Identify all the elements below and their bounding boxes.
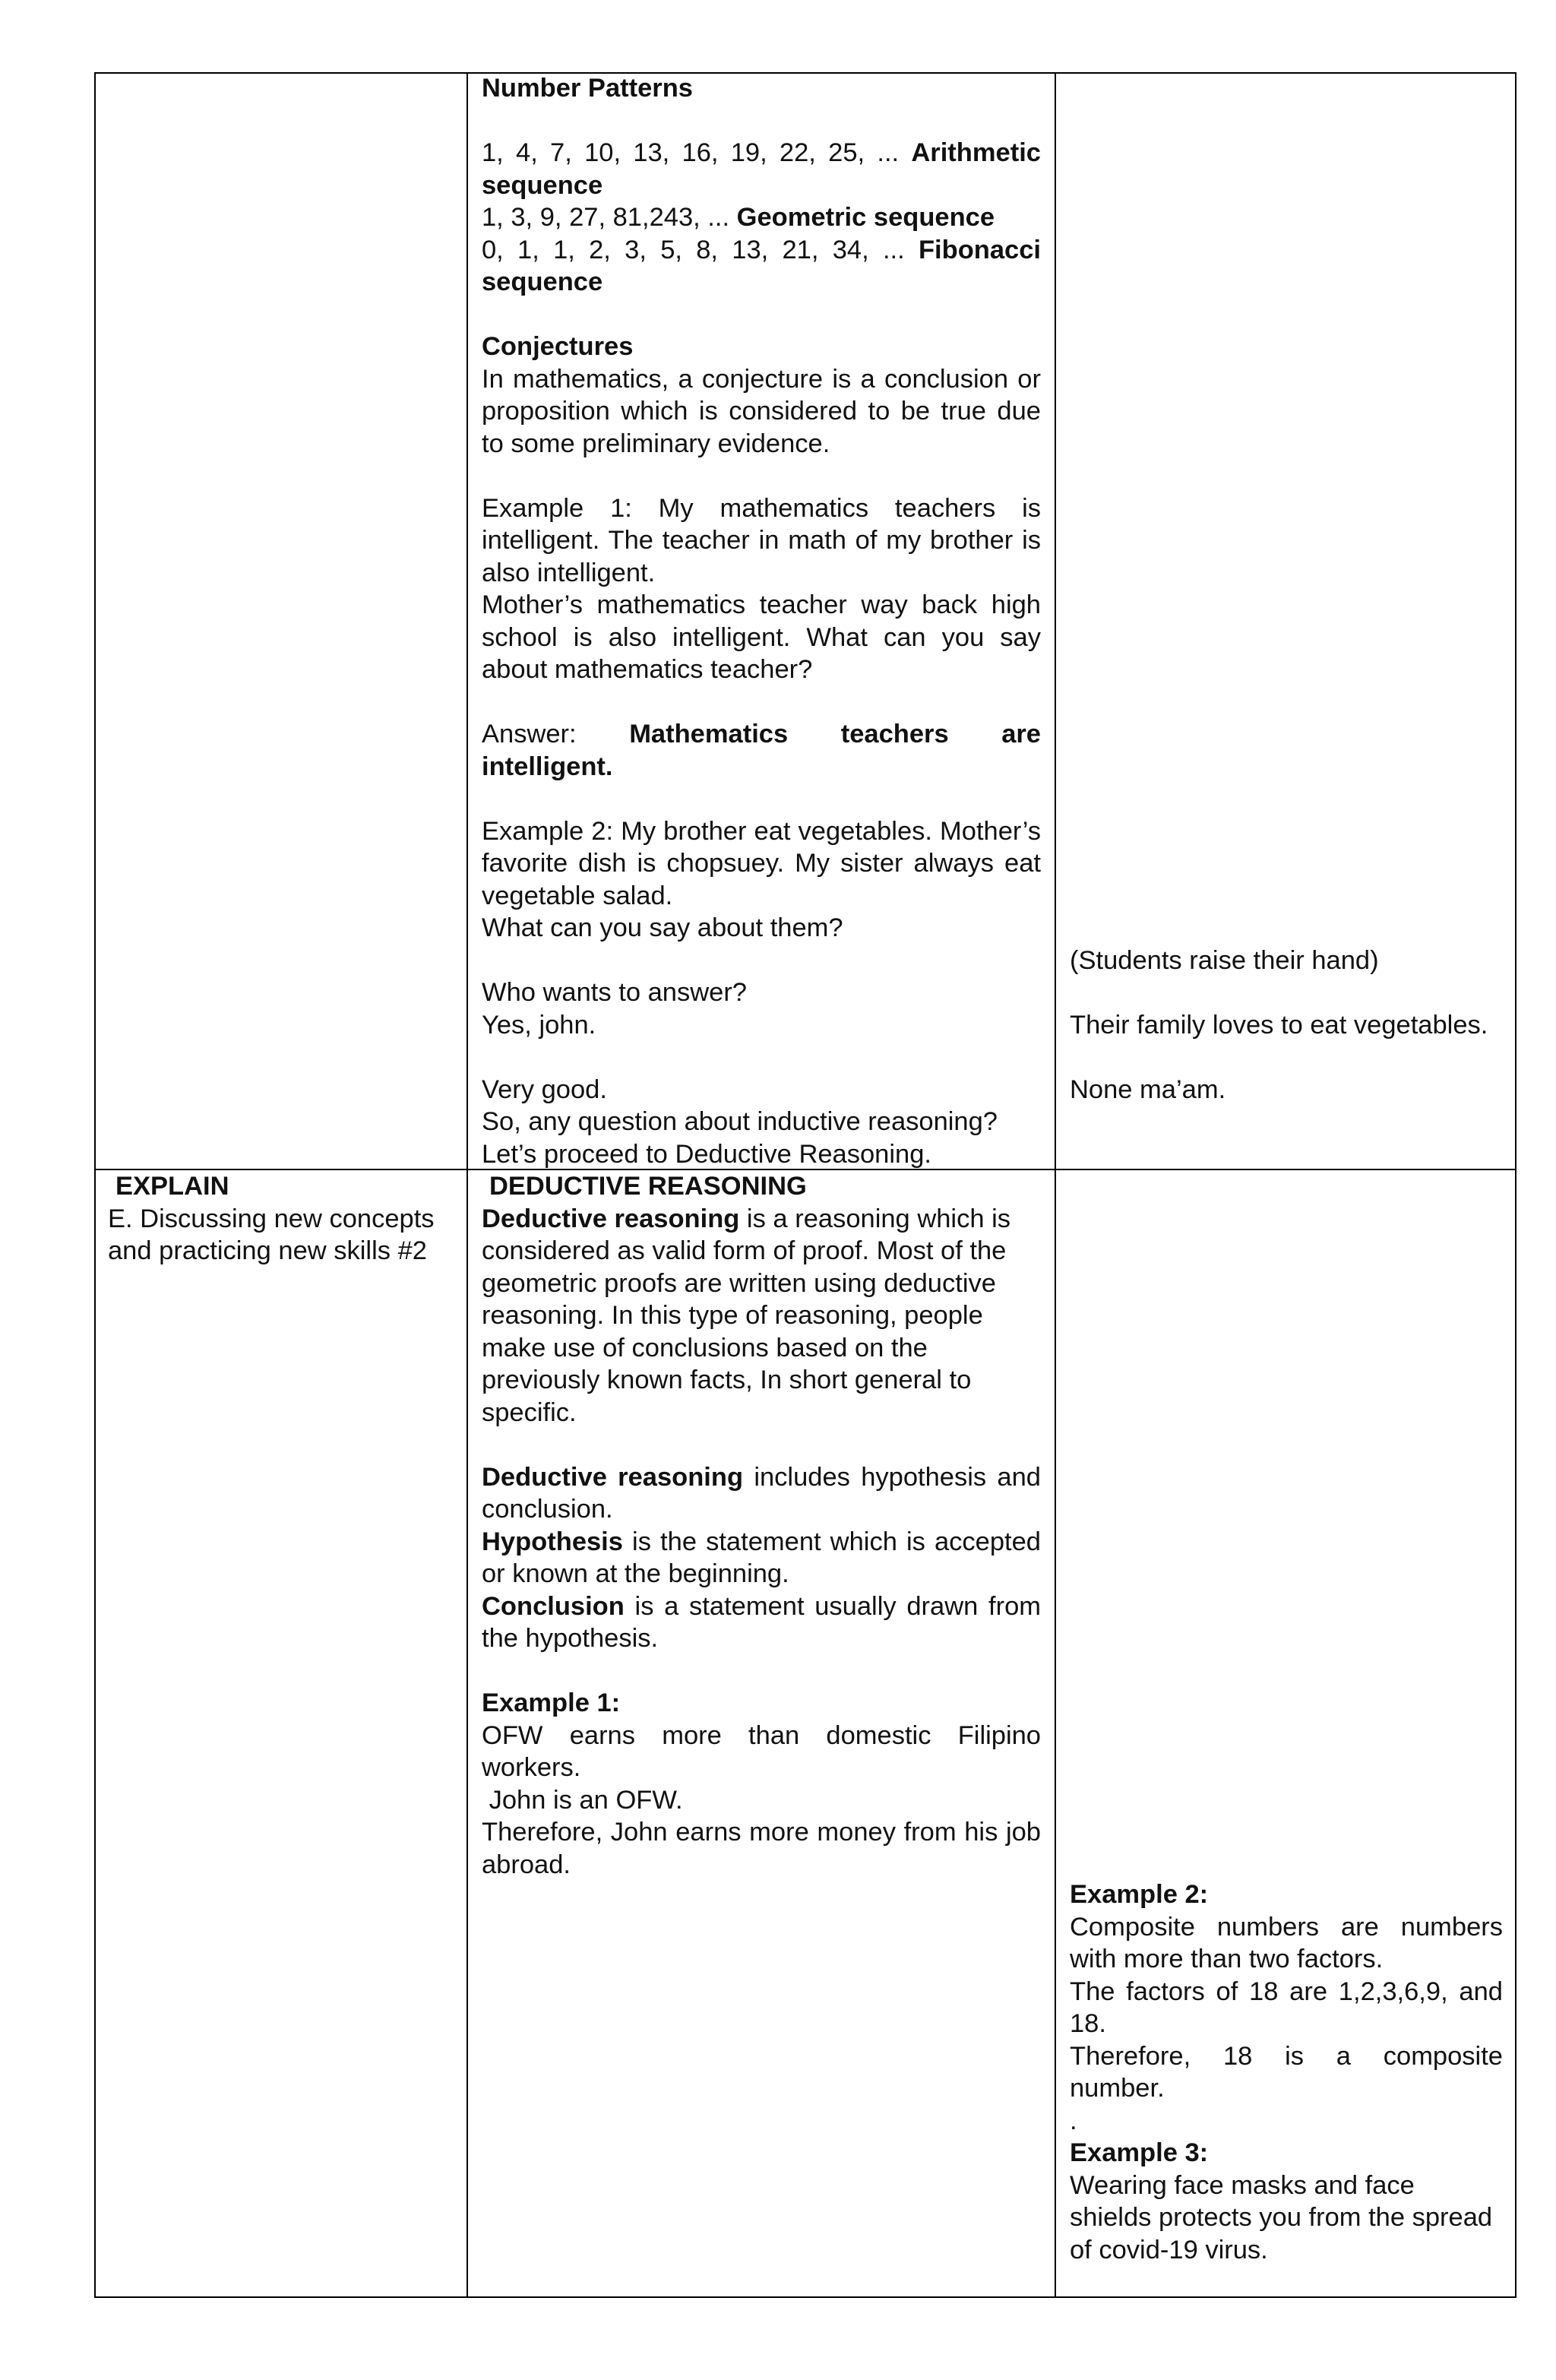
deductive-heading: DEDUCTIVE REASONING	[489, 1172, 807, 1201]
fibonacci-sequence: 0, 1, 1, 2, 3, 5, 8, 13, 21, 34, ... Fibonacci sequence	[482, 235, 1041, 296]
yes-john: Yes, john.	[482, 1010, 596, 1040]
answer-line: Answer: Mathematics teachers are intelligent.	[482, 720, 1041, 781]
example-1-heading: Example 1:	[482, 1688, 621, 1717]
geometric-sequence: 1, 3, 9, 27, 81,243, ... Geometric sequence	[482, 203, 995, 232]
example-3-heading: Example 3:	[1070, 2138, 1209, 2167]
example-2-conclusion: Therefore, 18 is a composite number.	[1070, 2041, 1503, 2103]
table-left-border	[94, 72, 96, 2298]
none-maam: None ma’am.	[1070, 1075, 1226, 1104]
deductive-definition: Deductive reasoning is a reasoning which is considered as valid form of proof. Most of the geometric proofs are written using deductive reasoning. In this type of reasoning, people make use of conclusions based on the previously known facts, In short general to specific.	[482, 1204, 1011, 1427]
column-divider-1	[466, 72, 468, 2298]
students-raise-hand: (Students raise their hand)	[1070, 946, 1379, 975]
proceed-deductive: Let’s proceed to Deductive Reasoning.	[482, 1139, 931, 1169]
arithmetic-sequence: 1, 4, 7, 10, 13, 16, 19, 22, 25, ... Arithmetic sequence	[482, 138, 1041, 200]
conjectures-heading: Conjectures	[482, 332, 634, 361]
who-wants-to-answer: Who wants to answer?	[482, 978, 747, 1007]
very-good: Very good.	[482, 1074, 607, 1104]
period-mark: .	[1070, 2106, 1077, 2135]
example-1-fact: John is an OFW.	[482, 1785, 683, 1815]
example-1-continued: Mother’s mathematics teacher way back high school is also intelligent. What can you say about mathematics teacher?	[482, 590, 1041, 684]
row1-teacher-activity	[482, 72, 1041, 1170]
table-right-border	[1515, 72, 1516, 2298]
example-2-heading: Example 2:	[1070, 1880, 1209, 1909]
column-divider-2	[1055, 72, 1056, 2298]
example-3-text: Wearing face masks and face shields protects you from the spread of covid-19 virus.	[1070, 2170, 1493, 2264]
deductive-includes: Deductive reasoning includes hypothesis and conclusion.	[482, 1462, 1041, 1524]
example-1-premise: OFW earns more than domestic Filipino workers.	[482, 1720, 1041, 1782]
example-2-question: What can you say about them?	[482, 913, 843, 942]
family-answer: Their family loves to eat vegetables.	[1070, 1011, 1488, 1040]
stage-description: E. Discussing new concepts and practicing new skills #2	[108, 1204, 435, 1265]
any-question: So, any question about inductive reasoning?	[482, 1107, 998, 1136]
table-bottom-border	[94, 2296, 1516, 2298]
example-2-fact: The factors of 18 are 1,2,3,6,9, and 18.	[1070, 1976, 1503, 2038]
row2-stage	[108, 1170, 457, 1268]
row2-student-activity	[1070, 1878, 1503, 2266]
row2-teacher-activity	[482, 1170, 1041, 1881]
example-2-premise: Composite numbers are numbers with more than two factors.	[1070, 1912, 1503, 1973]
example-1: Example 1: My mathematics teachers is intelligent. The teacher in math of my brother is also intelligent.	[482, 493, 1041, 587]
row1-student-activity	[1070, 945, 1503, 1106]
number-patterns-heading: Number Patterns	[482, 74, 693, 103]
stage-label: EXPLAIN	[115, 1172, 229, 1201]
example-1-conclusion: Therefore, John earns more money from his job abroad.	[482, 1818, 1041, 1879]
conjecture-definition: In mathematics, a conjecture is a conclusion or proposition which is considered to be true due to some preliminary evidence.	[482, 364, 1041, 458]
hypothesis-definition: Hypothesis is the statement which is accepted or known at the beginning.	[482, 1527, 1041, 1588]
example-2: Example 2: My brother eat vegetables. Mother’s favorite dish is chopsuey. My sister always eat vegetable salad.	[482, 816, 1041, 910]
conclusion-definition: Conclusion is a statement usually drawn from the hypothesis.	[482, 1591, 1041, 1653]
